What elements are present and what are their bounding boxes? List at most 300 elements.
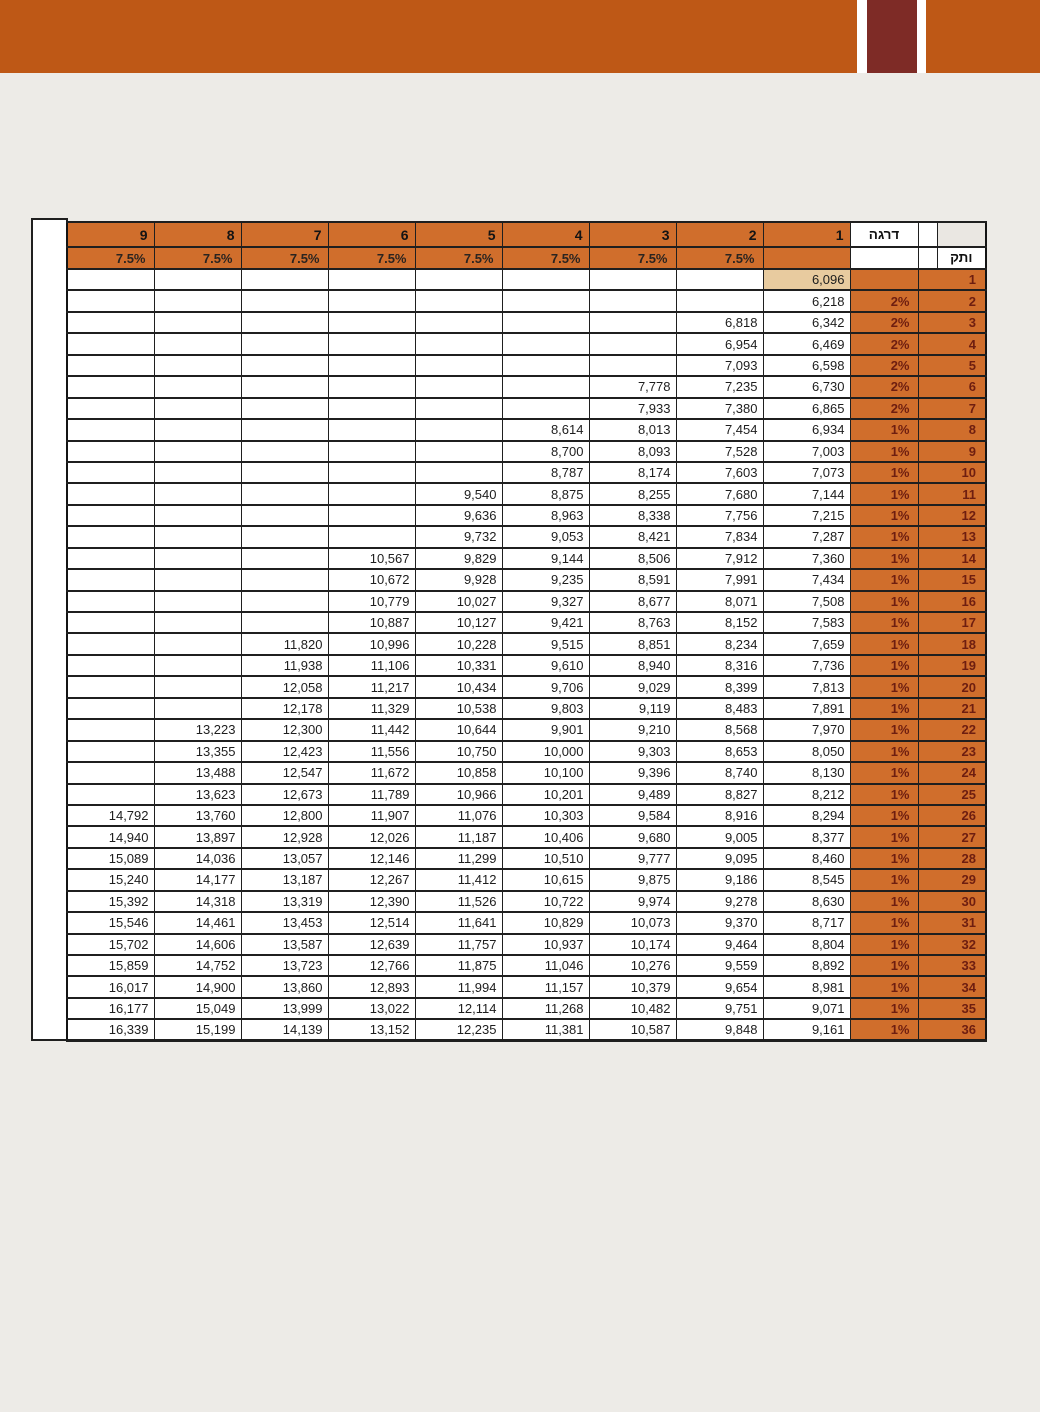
salary-cell: 7,970 [763,719,850,740]
advancement-percent-cell: 1% [850,441,918,462]
salary-cell: 7,528 [676,441,763,462]
salary-cell: 7,778 [589,376,676,397]
salary-cell: 11,268 [502,998,589,1019]
salary-cell: 8,740 [676,762,763,783]
salary-cell: 11,299 [415,848,502,869]
salary-cell [241,548,328,569]
salary-cell: 11,641 [415,912,502,933]
salary-cell: 13,623 [154,784,241,805]
seniority-number-cell: 10 [918,462,986,483]
salary-cell: 11,938 [241,655,328,676]
salary-cell: 10,201 [502,784,589,805]
salary-cell [328,526,415,547]
salary-cell: 10,779 [328,591,415,612]
salary-cell [67,483,154,504]
salary-cell [241,526,328,547]
salary-row [67,269,986,290]
salary-cell: 11,907 [328,805,415,826]
salary-cell [154,698,241,719]
salary-cell: 14,318 [154,891,241,912]
salary-cell [154,269,241,290]
rate-header-cell: 7.5% [676,247,763,269]
salary-cell [502,333,589,354]
salary-cell: 10,722 [502,891,589,912]
salary-cell [328,483,415,504]
salary-cell [502,376,589,397]
salary-cell [154,333,241,354]
salary-cell: 13,760 [154,805,241,826]
seniority-number-cell: 26 [918,805,986,826]
salary-cell [67,333,154,354]
salary-cell: 7,003 [763,441,850,462]
salary-cell [67,376,154,397]
rate-header-cell: 7.5% [328,247,415,269]
salary-row [67,912,986,933]
salary-row [67,676,986,697]
salary-cell [154,612,241,633]
salary-cell: 9,071 [763,998,850,1019]
seniority-number-cell: 14 [918,548,986,569]
salary-cell: 15,392 [67,891,154,912]
salary-cell: 8,875 [502,483,589,504]
seniority-number-cell: 5 [918,355,986,376]
salary-cell: 8,399 [676,676,763,697]
salary-cell [154,376,241,397]
salary-cell: 11,381 [502,1019,589,1040]
salary-cell: 11,157 [502,976,589,997]
advancement-percent-cell [850,269,918,290]
salary-cell: 13,723 [241,955,328,976]
salary-cell [241,419,328,440]
salary-cell [154,355,241,376]
salary-cell: 6,469 [763,333,850,354]
salary-cell: 11,556 [328,741,415,762]
advancement-percent-cell: 1% [850,548,918,569]
salary-cell [154,548,241,569]
salary-cell: 14,177 [154,869,241,890]
salary-cell [241,355,328,376]
salary-cell: 6,730 [763,376,850,397]
salary-cell [241,591,328,612]
salary-cell: 13,999 [241,998,328,1019]
salary-cell: 10,434 [415,676,502,697]
banner-accent-square [867,0,917,73]
salary-cell: 14,139 [241,1019,328,1040]
seniority-number-cell: 22 [918,719,986,740]
salary-cell: 8,483 [676,698,763,719]
salary-cell: 13,355 [154,741,241,762]
salary-cell: 11,526 [415,891,502,912]
salary-row [67,934,986,955]
salary-cell: 14,900 [154,976,241,997]
salary-cell: 11,820 [241,633,328,654]
salary-cell: 6,934 [763,419,850,440]
salary-cell: 9,210 [589,719,676,740]
salary-cell: 9,005 [676,826,763,847]
seniority-number-cell: 18 [918,633,986,654]
salary-cell: 10,073 [589,912,676,933]
salary-cell: 8,653 [676,741,763,762]
salary-cell: 8,630 [763,891,850,912]
salary-cell: 7,603 [676,462,763,483]
salary-cell: 9,095 [676,848,763,869]
advancement-percent-cell: 1% [850,505,918,526]
seniority-label-cell: ותק [937,247,986,269]
grade-header-cell: 8 [154,222,241,247]
seniority-number-cell: 13 [918,526,986,547]
salary-cell: 12,300 [241,719,328,740]
salary-cell: 9,559 [676,955,763,976]
salary-cell: 12,114 [415,998,502,1019]
salary-cell: 15,546 [67,912,154,933]
advancement-percent-cell: 1% [850,998,918,1019]
advancement-percent-cell: 1% [850,462,918,483]
salary-cell: 14,940 [67,826,154,847]
salary-cell: 8,050 [763,741,850,762]
salary-cell: 7,813 [763,676,850,697]
salary-cell [589,355,676,376]
advancement-percent-cell: 1% [850,826,918,847]
salary-cell: 8,460 [763,848,850,869]
salary-cell [328,376,415,397]
salary-cell [241,505,328,526]
top-banner [0,0,1040,73]
salary-cell [589,312,676,333]
salary-cell: 7,933 [589,398,676,419]
salary-cell: 14,036 [154,848,241,869]
advancement-percent-cell: 1% [850,483,918,504]
salary-cell [241,333,328,354]
salary-cell [67,355,154,376]
blank-cell-under-grade-label [850,247,918,269]
salary-cell: 9,706 [502,676,589,697]
salary-cell: 7,287 [763,526,850,547]
salary-cell: 9,803 [502,698,589,719]
salary-cell: 13,453 [241,912,328,933]
salary-cell: 12,267 [328,869,415,890]
salary-cell: 11,217 [328,676,415,697]
salary-cell: 15,859 [67,955,154,976]
salary-cell [415,269,502,290]
salary-cell: 9,584 [589,805,676,826]
seniority-number-cell: 33 [918,955,986,976]
salary-cell: 6,818 [676,312,763,333]
salary-cell [241,462,328,483]
salary-cell: 15,199 [154,1019,241,1040]
advancement-percent-cell: 1% [850,698,918,719]
salary-cell [241,398,328,419]
advancement-percent-cell: 1% [850,591,918,612]
salary-cell [154,312,241,333]
seniority-number-cell: 21 [918,698,986,719]
advancement-percent-cell: 1% [850,976,918,997]
salary-cell: 10,228 [415,633,502,654]
salary-cell: 9,144 [502,548,589,569]
salary-cell: 8,677 [589,591,676,612]
salary-cell: 10,672 [328,569,415,590]
advancement-percent-cell: 2% [850,398,918,419]
rate-header-cell: 7.5% [589,247,676,269]
salary-row [67,312,986,333]
salary-cell [241,441,328,462]
salary-cell: 12,178 [241,698,328,719]
salary-row [67,698,986,719]
seniority-number-cell: 2 [918,290,986,311]
salary-cell [328,462,415,483]
salary-cell: 8,763 [589,612,676,633]
salary-cell: 7,144 [763,483,850,504]
seniority-number-cell: 32 [918,934,986,955]
salary-cell: 10,937 [502,934,589,955]
seniority-number-cell: 15 [918,569,986,590]
salary-cell: 10,829 [502,912,589,933]
salary-row [67,784,986,805]
advancement-percent-cell: 1% [850,934,918,955]
seniority-number-cell: 24 [918,762,986,783]
salary-cell: 7,434 [763,569,850,590]
seniority-number-cell: 31 [918,912,986,933]
seniority-number-cell: 11 [918,483,986,504]
salary-cell [67,290,154,311]
salary-cell [415,398,502,419]
salary-cell: 9,654 [676,976,763,997]
salary-cell: 7,235 [676,376,763,397]
advancement-percent-cell: 1% [850,655,918,676]
salary-cell: 8,851 [589,633,676,654]
advancement-percent-cell: 1% [850,762,918,783]
salary-cell [589,290,676,311]
advancement-percent-cell: 1% [850,848,918,869]
salary-cell: 14,792 [67,805,154,826]
salary-row [67,891,986,912]
salary-cell: 8,377 [763,826,850,847]
salary-cell: 8,568 [676,719,763,740]
salary-cell: 9,515 [502,633,589,654]
salary-cell: 11,994 [415,976,502,997]
salary-cell: 8,294 [763,805,850,826]
salary-cell: 9,901 [502,719,589,740]
seniority-number-cell: 29 [918,869,986,890]
salary-row [67,998,986,1019]
salary-cell: 8,892 [763,955,850,976]
advancement-percent-cell: 1% [850,912,918,933]
header-spacer-cell [918,247,937,269]
rate-header-cell: 7.5% [154,247,241,269]
salary-cell: 9,777 [589,848,676,869]
salary-cell [328,441,415,462]
salary-cell [154,505,241,526]
salary-cell: 8,963 [502,505,589,526]
advancement-percent-cell: 1% [850,741,918,762]
salary-row [67,719,986,740]
salary-cell: 7,073 [763,462,850,483]
salary-cell [67,762,154,783]
seniority-number-cell: 27 [918,826,986,847]
salary-cell: 14,752 [154,955,241,976]
grade-header-cell: 6 [328,222,415,247]
salary-cell: 13,587 [241,934,328,955]
salary-cell [328,312,415,333]
salary-cell [415,290,502,311]
grade-header-row [67,222,986,247]
salary-cell [241,290,328,311]
advancement-percent-cell: 2% [850,376,918,397]
salary-cell [67,441,154,462]
salary-row [67,976,986,997]
salary-cell: 11,412 [415,869,502,890]
salary-cell: 12,423 [241,741,328,762]
salary-cell: 11,672 [328,762,415,783]
salary-cell: 7,680 [676,483,763,504]
salary-cell: 8,421 [589,526,676,547]
salary-cell [328,333,415,354]
salary-cell: 8,827 [676,784,763,805]
salary-cell: 12,639 [328,934,415,955]
salary-cell [67,655,154,676]
advancement-percent-cell: 1% [850,805,918,826]
salary-cell [154,569,241,590]
seniority-number-cell: 30 [918,891,986,912]
salary-row [67,398,986,419]
salary-cell [502,355,589,376]
grade-header-cell: 3 [589,222,676,247]
salary-cell: 13,897 [154,826,241,847]
salary-cell [415,355,502,376]
salary-cell: 10,000 [502,741,589,762]
advancement-percent-cell: 1% [850,419,918,440]
salary-cell: 15,089 [67,848,154,869]
rate-header-cell: 7.5% [502,247,589,269]
salary-cell: 10,027 [415,591,502,612]
salary-cell: 9,829 [415,548,502,569]
salary-row [67,419,986,440]
header-spacer-cell [918,222,937,247]
seniority-number-cell: 19 [918,655,986,676]
salary-cell: 10,379 [589,976,676,997]
advancement-percent-cell: 1% [850,1019,918,1040]
salary-cell: 8,591 [589,569,676,590]
salary-cell [67,612,154,633]
salary-cell: 9,610 [502,655,589,676]
salary-cell [502,269,589,290]
salary-cell [589,333,676,354]
advancement-percent-cell: 2% [850,333,918,354]
salary-cell [154,441,241,462]
salary-cell: 10,587 [589,1019,676,1040]
salary-cell [241,612,328,633]
salary-cell [67,633,154,654]
salary-cell [67,526,154,547]
salary-row [67,505,986,526]
salary-cell: 6,342 [763,312,850,333]
salary-cell [154,526,241,547]
salary-cell: 9,875 [589,869,676,890]
salary-cell-highlighted: 6,096 [763,269,850,290]
salary-cell [241,483,328,504]
header-corner-cell [937,222,986,247]
salary-cell: 9,751 [676,998,763,1019]
rate-header-row [67,247,986,269]
salary-cell: 9,186 [676,869,763,890]
seniority-number-cell: 35 [918,998,986,1019]
grade-label-cell: דרגה [850,222,918,247]
salary-cell: 9,974 [589,891,676,912]
salary-row [67,355,986,376]
advancement-percent-cell: 1% [850,784,918,805]
salary-row [67,826,986,847]
salary-cell: 7,834 [676,526,763,547]
salary-cell: 8,152 [676,612,763,633]
salary-cell: 7,093 [676,355,763,376]
salary-cell: 10,750 [415,741,502,762]
seniority-number-cell: 4 [918,333,986,354]
salary-cell: 7,215 [763,505,850,526]
salary-cell: 9,464 [676,934,763,955]
salary-cell: 8,212 [763,784,850,805]
salary-cell: 6,598 [763,355,850,376]
salary-cell: 7,736 [763,655,850,676]
salary-row [67,441,986,462]
salary-row [67,805,986,826]
advancement-percent-cell: 2% [850,290,918,311]
salary-cell: 9,327 [502,591,589,612]
salary-row [67,290,986,311]
salary-cell: 16,177 [67,998,154,1019]
salary-cell: 6,954 [676,333,763,354]
salary-row [67,1019,986,1040]
salary-cell: 8,130 [763,762,850,783]
salary-row [67,333,986,354]
salary-cell: 10,482 [589,998,676,1019]
rate-header-cell [763,247,850,269]
salary-cell: 15,240 [67,869,154,890]
salary-cell: 10,966 [415,784,502,805]
salary-cell: 11,329 [328,698,415,719]
advancement-percent-cell: 1% [850,955,918,976]
seniority-number-cell: 20 [918,676,986,697]
salary-cell [415,333,502,354]
salary-cell: 12,673 [241,784,328,805]
seniority-number-cell: 16 [918,591,986,612]
banner-divider-right [917,0,926,73]
salary-cell: 9,303 [589,741,676,762]
salary-cell: 11,875 [415,955,502,976]
advancement-percent-cell: 1% [850,612,918,633]
salary-cell: 8,013 [589,419,676,440]
salary-row [67,483,986,504]
salary-cell: 10,887 [328,612,415,633]
salary-cell: 9,119 [589,698,676,719]
salary-cell: 9,848 [676,1019,763,1040]
salary-cell [676,269,763,290]
advancement-percent-cell: 1% [850,633,918,654]
salary-cell [241,569,328,590]
salary-cell: 9,235 [502,569,589,590]
salary-cell: 9,636 [415,505,502,526]
salary-cell: 12,235 [415,1019,502,1040]
salary-cell: 16,339 [67,1019,154,1040]
salary-cell [415,376,502,397]
salary-cell: 16,017 [67,976,154,997]
salary-row [67,955,986,976]
salary-cell: 6,218 [763,290,850,311]
salary-cell: 12,514 [328,912,415,933]
salary-cell: 9,029 [589,676,676,697]
salary-cell: 8,506 [589,548,676,569]
salary-cell: 7,891 [763,698,850,719]
grade-header-cell: 1 [763,222,850,247]
salary-cell: 10,510 [502,848,589,869]
